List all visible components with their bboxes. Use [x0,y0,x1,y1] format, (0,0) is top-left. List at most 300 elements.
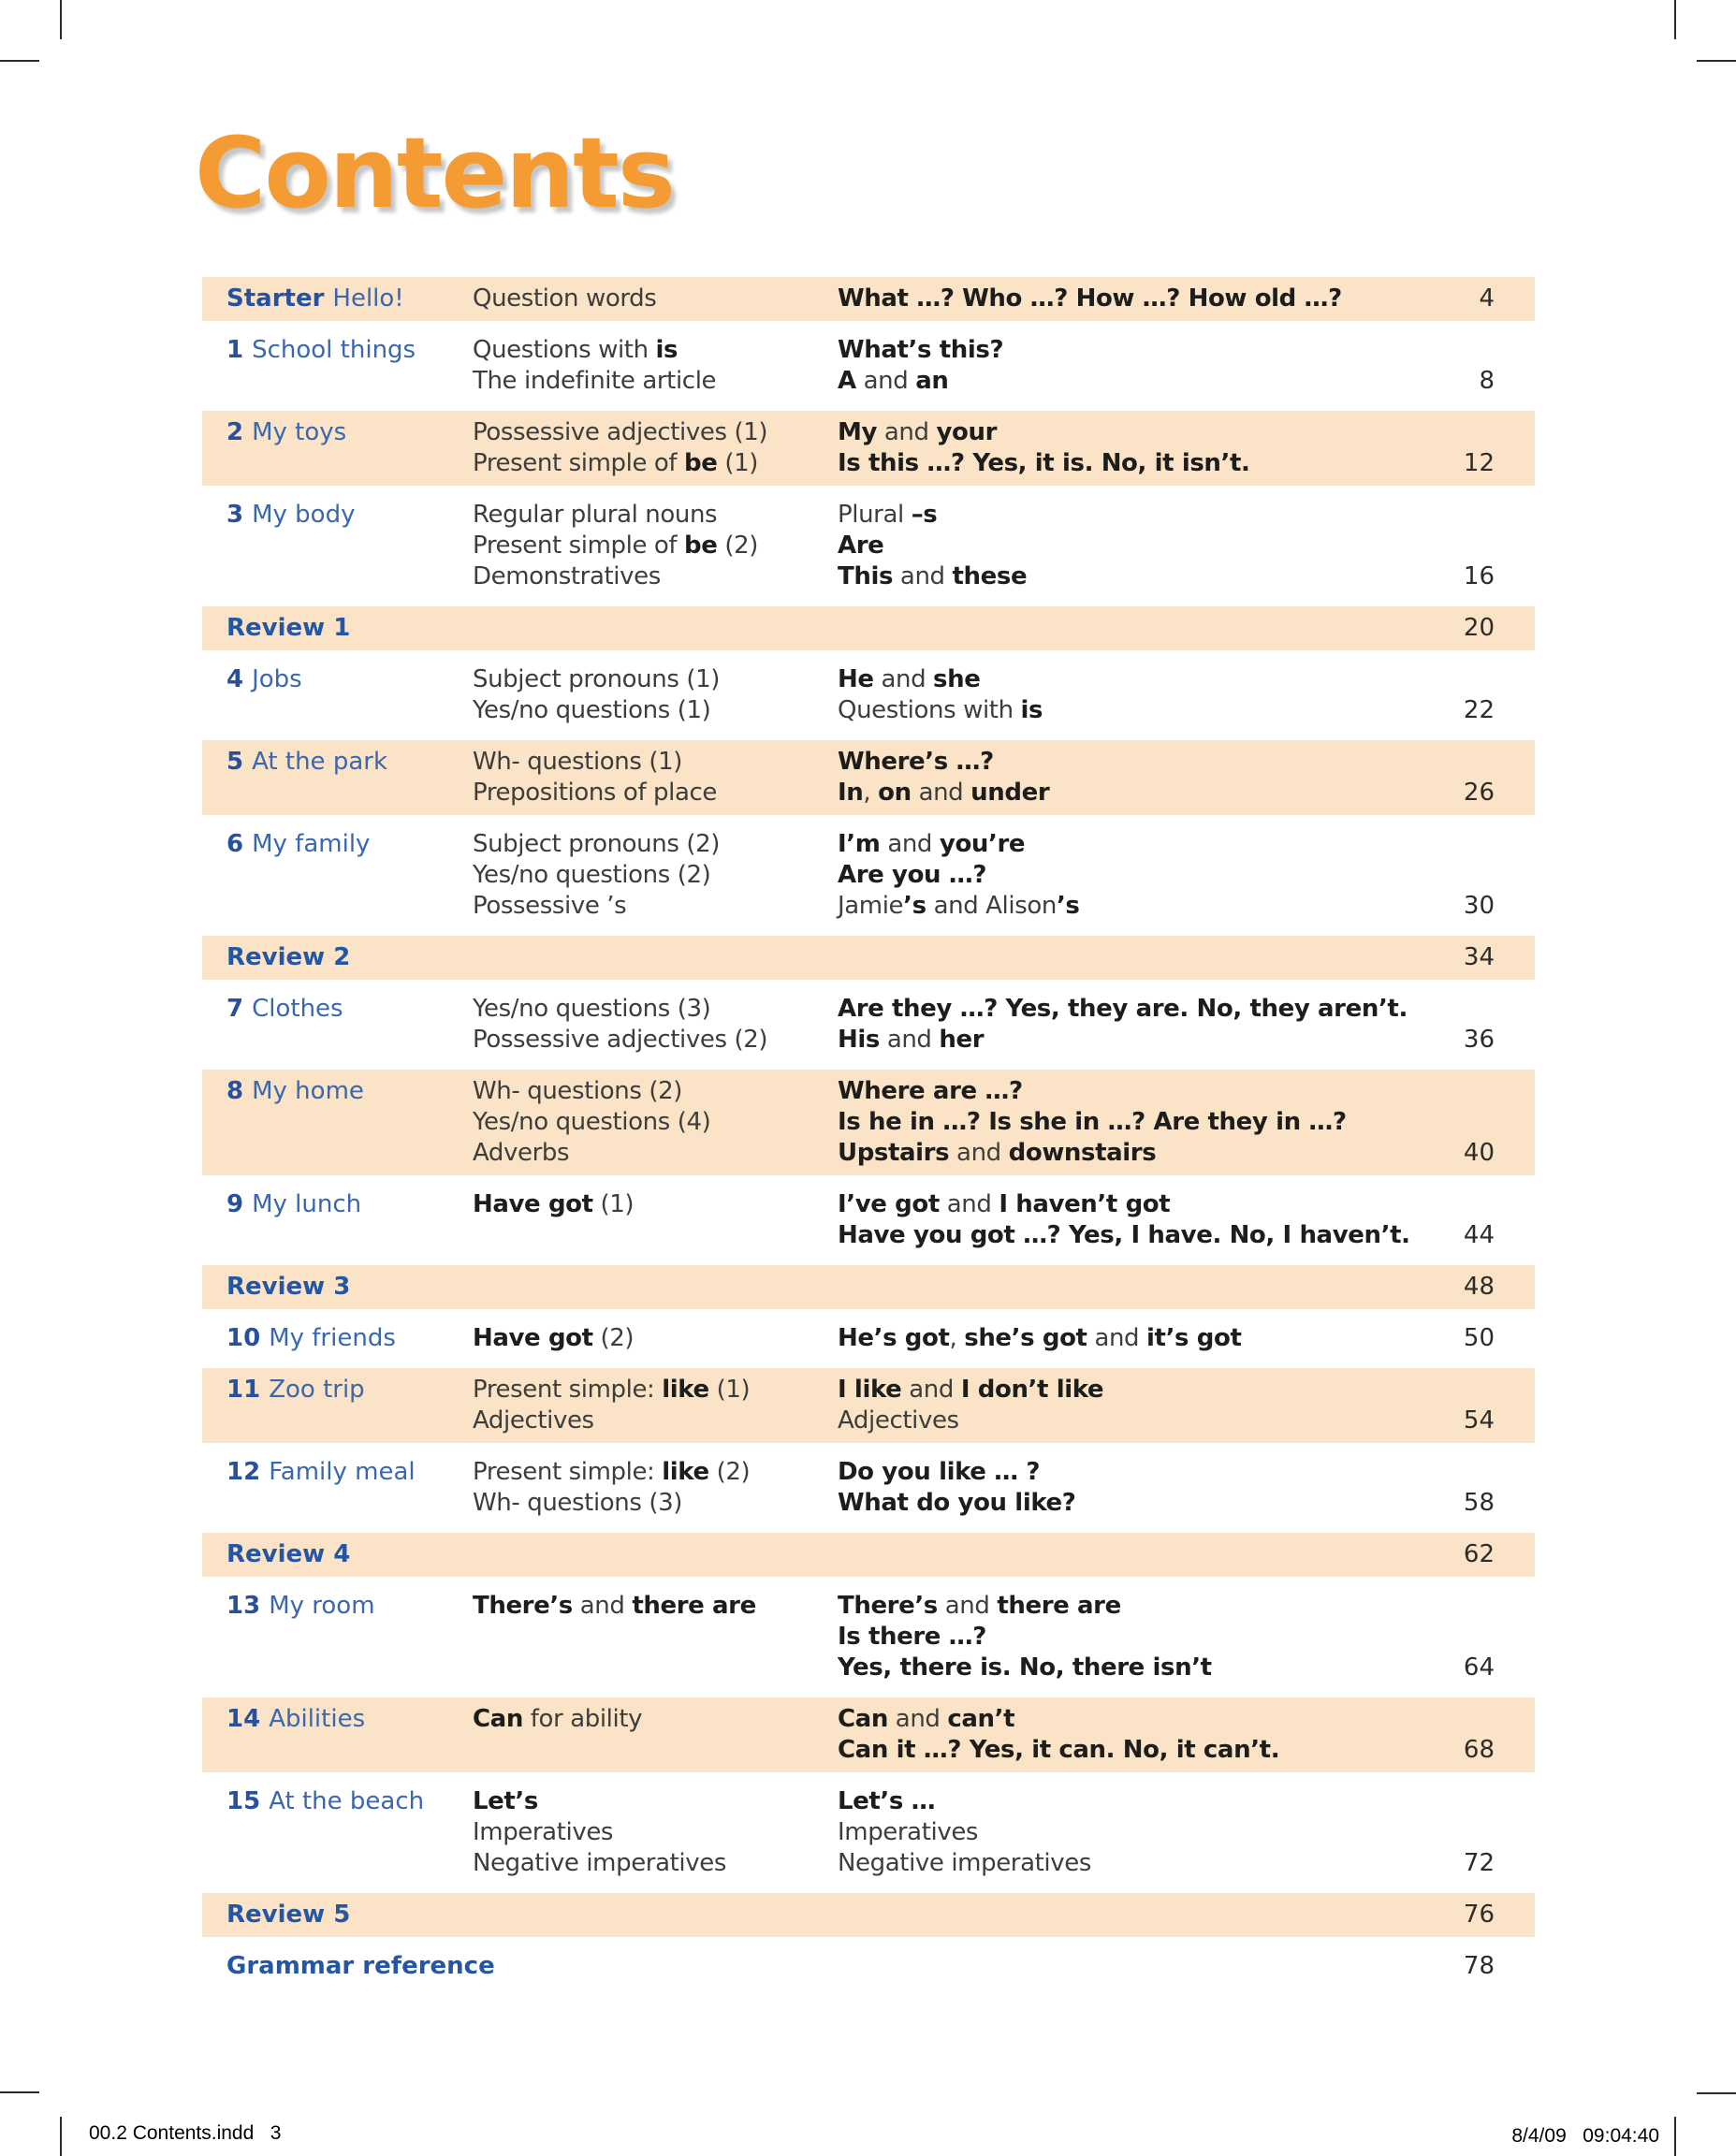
examples-cell [838,664,1441,726]
regular-text: Adjectives [838,1406,959,1435]
bold-text: there are [997,1592,1121,1620]
bold-text: be [684,449,718,477]
text-line [838,1653,1434,1683]
bold-text: Are they …? Yes, they are. No, they aren’t. [838,995,1408,1023]
grammar-cell [473,417,838,479]
review-row [202,1893,1535,1937]
regular-text: and [939,1190,999,1218]
regular-text: and [893,562,953,590]
page-number-cell [1441,500,1535,592]
bold-text: is [655,336,678,364]
page-number: 34 [1463,943,1495,971]
bold-text: There’s [473,1592,573,1620]
regular-text: Imperatives [838,1818,979,1846]
review-row [202,1945,1535,1988]
regular-text: , [949,1324,965,1352]
review-label: Review 3 [226,1273,351,1301]
bold-text: Where’s …? [838,748,994,776]
bold-text: she’s got [964,1324,1087,1352]
unit-cell [202,664,473,726]
regular-text: (2) [592,1324,635,1352]
unit-name: Clothes [252,995,343,1023]
unit-number: 14 [226,1705,261,1733]
regular-text: (1) [592,1190,635,1218]
examples-cell [838,417,1441,479]
crop-mark [1697,60,1736,62]
page-number-cell [1441,1375,1535,1436]
regular-text: and [873,665,934,693]
crop-mark [60,0,62,39]
text-line [473,1457,838,1488]
examples-cell [838,1189,1441,1251]
text-line [473,1375,838,1406]
text-line [838,860,1434,891]
text-line [838,1735,1434,1766]
crop-mark [1697,2092,1736,2094]
grammar-cell [473,500,838,592]
regular-text: Wh- questions (3) [473,1489,683,1517]
bold-text: Do you like … ? [838,1458,1041,1486]
text-line [473,335,838,366]
bold-text: an [915,367,949,395]
text-line [838,747,1434,778]
page-number-cell [1441,1323,1535,1354]
review-label-cell [202,1272,1441,1303]
examples-cell [838,1457,1441,1519]
text-line [838,1220,1434,1251]
unit-name: At the park [252,748,387,776]
crop-mark [60,2117,62,2156]
review-label-cell [202,1539,1441,1570]
text-line [838,561,1434,592]
text-line [473,1817,838,1848]
bold-text: on [878,779,912,807]
regular-text: Regular plural nouns [473,501,718,529]
review-label: Review 4 [226,1540,351,1568]
page-number: 44 [1463,1221,1495,1249]
review-label: Review 2 [226,943,351,971]
grammar-cell [473,1457,838,1519]
page-number-cell [1441,417,1535,479]
toc-row [202,1317,1535,1361]
toc-row [202,1070,1535,1175]
regular-text: Wh- questions (2) [473,1077,683,1105]
text-line [838,366,1434,397]
text-line [838,664,1434,695]
toc-row [202,1584,1535,1690]
page-number-cell [1441,747,1535,808]
bold-text: downstairs [1008,1139,1157,1167]
bold-text: Let’s … [838,1787,936,1815]
review-label: Review 5 [226,1901,351,1929]
toc-row [202,328,1535,403]
unit-number: 12 [226,1458,261,1486]
review-label-cell [202,1900,1441,1930]
unit-cell [202,1704,473,1766]
text-line [838,531,1434,561]
text-line [838,1848,1434,1879]
page-number: 76 [1463,1901,1495,1929]
text-line [838,778,1434,808]
review-label-cell [202,1951,1441,1982]
unit-cell [202,500,473,592]
unit-cell [202,747,473,808]
unit-number: 5 [226,748,244,776]
regular-text: Possessive adjectives (1) [473,418,768,446]
unit-number: 15 [226,1787,261,1815]
review-label: Grammar reference [226,1952,495,1980]
regular-text: Questions with [473,336,656,364]
text-line [838,891,1434,922]
toc-row [202,823,1535,928]
text-line [838,448,1434,479]
page-number: 58 [1463,1489,1495,1517]
review-label-cell [202,942,1441,973]
regular-text: and [877,418,937,446]
regular-text: (1) [708,1376,751,1404]
unit-number: 4 [226,665,244,693]
page-number: 22 [1463,696,1495,724]
bold-text: –s [911,501,938,529]
text-line [473,561,838,592]
bold-text: Is there …? [838,1623,986,1651]
regular-text: Yes/no questions (1) [473,696,711,724]
bold-text: I don’t like [960,1376,1104,1404]
text-line [838,335,1434,366]
review-label-cell [202,613,1441,644]
text-line [473,829,838,860]
bold-text: Where are …? [838,1077,1023,1105]
text-line [838,1817,1434,1848]
text-line [473,1488,838,1519]
regular-text: Negative imperatives [473,1849,726,1877]
text-line [838,1138,1434,1169]
page-number: 62 [1463,1540,1495,1568]
text-line [473,1189,838,1220]
page-number-cell [1441,1189,1535,1251]
unit-number: 3 [226,501,244,529]
page-number: 4 [1479,284,1495,313]
page-number: 50 [1463,1324,1495,1352]
unit-name: My body [252,501,356,529]
unit-name: My toys [252,418,347,446]
unit-cell [202,994,473,1056]
text-line [473,1323,838,1354]
text-line [473,1076,838,1107]
crop-mark [1674,2117,1676,2156]
regular-text: Present simple: [473,1458,663,1486]
unit-name: Family meal [269,1458,416,1486]
page-title: Contents [195,116,674,230]
page-number-cell [1441,942,1535,973]
review-row [202,1533,1535,1577]
text-line [473,448,838,479]
text-line [473,500,838,531]
regular-text: and [1087,1324,1147,1352]
examples-cell [838,1375,1441,1436]
bold-text: I’m [838,830,881,858]
text-line [838,1189,1434,1220]
regular-text: and [855,367,916,395]
text-line [473,994,838,1025]
crop-mark [0,60,39,62]
bold-text: Can [473,1705,523,1733]
text-line [838,417,1434,448]
text-line [838,1025,1434,1056]
unit-name: Abilities [269,1705,366,1733]
bold-text: What do you like? [838,1489,1076,1517]
regular-text: Subject pronouns (2) [473,830,720,858]
unit-cell [202,1591,473,1683]
text-line [473,1107,838,1138]
review-row [202,606,1535,650]
regular-text: Adjectives [473,1406,594,1435]
bold-text: I’ve got [838,1190,940,1218]
bold-text: ’s [1056,892,1080,920]
bold-text: In [838,779,864,807]
text-line [473,778,838,808]
examples-cell [838,747,1441,808]
bold-text: like [662,1458,709,1486]
unit-name: My lunch [252,1190,362,1218]
bold-text: under [970,779,1050,807]
regular-text: and [911,779,971,807]
print-timestamp: 8/4/09 09:04:40 [1511,2125,1659,2147]
bold-text: Are [838,532,884,560]
page-number-cell [1441,1076,1535,1169]
regular-text: The indefinite article [473,367,717,395]
text-line [473,417,838,448]
unit-cell [202,335,473,397]
page-number-cell [1441,335,1535,397]
toc-row [202,658,1535,733]
text-line [838,695,1434,726]
text-line [838,1786,1434,1817]
examples-cell [838,994,1441,1056]
bold-text: I haven’t got [999,1190,1171,1218]
text-line [838,1107,1434,1138]
unit-name: My friends [269,1324,396,1352]
text-line [473,891,838,922]
text-line [473,695,838,726]
review-row [202,1265,1535,1309]
regular-text: and [949,1139,1009,1167]
regular-text: Adverbs [473,1139,570,1167]
bold-text: it’s got [1146,1324,1242,1352]
page-number: 78 [1463,1952,1495,1980]
bold-text: ’s [903,892,926,920]
page-number-cell [1441,1539,1535,1570]
text-line [838,994,1434,1025]
bold-text: I like [838,1376,902,1404]
unit-name: Jobs [252,665,302,693]
grammar-cell [473,1076,838,1169]
crop-mark [0,2091,39,2093]
page-number: 48 [1463,1273,1495,1301]
text-line [473,531,838,561]
regular-text: Question words [473,284,657,313]
regular-text: Subject pronouns (1) [473,665,720,693]
regular-text: (1) [717,449,758,477]
toc-row [202,1450,1535,1525]
bold-text: Is this …? Yes, it is. No, it isn’t. [838,449,1250,477]
regular-text: Possessive ’s [473,892,627,920]
grammar-cell [473,747,838,808]
regular-text: (2) [717,532,758,560]
page-number: 54 [1463,1406,1495,1435]
bold-text: Are you …? [838,861,987,889]
bold-text: like [662,1376,709,1404]
page-number: 26 [1463,779,1495,807]
regular-text: (2) [708,1458,751,1486]
regular-text: Yes/no questions (3) [473,995,711,1023]
page-number-cell [1441,1704,1535,1766]
unit-cell [202,1375,473,1436]
page-number-cell [1441,1272,1535,1303]
text-line [473,1786,838,1817]
page-number: 72 [1463,1849,1495,1877]
unit-name: My home [252,1077,364,1105]
regular-text: Imperatives [473,1818,614,1846]
examples-cell [838,1076,1441,1169]
examples-cell [838,284,1441,314]
text-line [838,1406,1434,1436]
unit-number: 6 [226,830,244,858]
toc-row [202,411,1535,486]
unit-number: 13 [226,1592,261,1620]
text-line [838,1591,1434,1622]
toc-table [202,277,1535,1996]
text-line [838,829,1434,860]
unit-number: 8 [226,1077,244,1105]
unit-cell [202,829,473,922]
review-label: Review 1 [226,614,351,642]
regular-text: Present simple of [473,532,685,560]
text-line [838,1488,1434,1519]
examples-cell [838,1591,1441,1683]
examples-cell [838,1323,1441,1354]
regular-text: Yes/no questions (2) [473,861,711,889]
regular-text: Yes/no questions (4) [473,1108,711,1136]
page-number: 30 [1463,892,1495,920]
unit-number: 11 [226,1376,261,1404]
page-number-cell [1441,1786,1535,1879]
unit-cell [202,1076,473,1169]
grammar-cell [473,284,838,314]
unit-name: Zoo trip [269,1376,365,1404]
bold-text: she [933,665,981,693]
regular-text: Negative imperatives [838,1849,1091,1877]
page-number-cell [1441,1900,1535,1930]
regular-text: and [880,830,940,858]
page-number-cell [1441,1591,1535,1683]
grammar-cell [473,1375,838,1436]
grammar-cell [473,1189,838,1251]
grammar-cell [473,829,838,922]
text-line [473,747,838,778]
bold-text: your [936,418,998,446]
regular-text: Wh- questions (1) [473,748,683,776]
unit-number: 10 [226,1324,261,1352]
bold-text: is [1020,696,1043,724]
toc-row [202,740,1535,815]
text-line [473,1848,838,1879]
examples-cell [838,1786,1441,1879]
regular-text: Present simple of [473,449,685,477]
bold-text: be [684,532,718,560]
regular-text: Demonstratives [473,562,661,590]
examples-cell [838,500,1441,592]
review-row [202,936,1535,980]
unit-number: 9 [226,1190,244,1218]
page-number: 8 [1479,367,1495,395]
bold-text: Have got [473,1190,593,1218]
unit-number: 2 [226,418,244,446]
grammar-cell [473,1323,838,1354]
toc-row [202,1697,1535,1772]
unit-name: Hello! [332,284,404,313]
page-number-cell [1441,284,1535,314]
unit-cell [202,284,473,314]
bold-text: Can [838,1705,888,1733]
text-line [473,366,838,397]
regular-text: and [937,1592,998,1620]
unit-cell [202,1786,473,1879]
page-number: 64 [1463,1653,1495,1682]
unit-name: At the beach [269,1787,425,1815]
text-line [838,500,1434,531]
regular-text: for ability [522,1705,643,1733]
bold-text: Upstairs [838,1139,950,1167]
page-number: 20 [1463,614,1495,642]
text-line [838,284,1434,314]
examples-cell [838,1704,1441,1766]
regular-text: Questions with [838,696,1021,724]
text-line [473,664,838,695]
grammar-cell [473,664,838,726]
bold-text: Have got [473,1324,593,1352]
page-number: 68 [1463,1736,1495,1764]
unit-number: 7 [226,995,244,1023]
examples-cell [838,335,1441,397]
page-number-cell [1441,1457,1535,1519]
regular-text: Jamie [838,892,904,920]
text-line [473,1704,838,1735]
examples-cell [838,829,1441,922]
bold-text: There’s [838,1592,938,1620]
toc-row [202,1368,1535,1443]
unit-cell [202,417,473,479]
page-number: 40 [1463,1139,1495,1167]
bold-text: What’s this? [838,336,1004,364]
regular-text: and Alison [926,892,1057,920]
bold-text: Can it …? Yes, it can. No, it can’t. [838,1736,1280,1764]
grammar-cell [473,335,838,397]
grammar-cell [473,1786,838,1879]
text-line [473,1591,838,1622]
bold-text: can’t [947,1705,1015,1733]
text-line [838,1076,1434,1107]
grammar-cell [473,994,838,1056]
bold-text: His [838,1026,880,1054]
text-line [838,1457,1434,1488]
unit-cell [202,1457,473,1519]
regular-text: and [879,1026,940,1054]
bold-text: My [838,418,878,446]
bold-text: This [838,562,894,590]
crop-mark [1674,0,1676,39]
text-line [473,1025,838,1056]
